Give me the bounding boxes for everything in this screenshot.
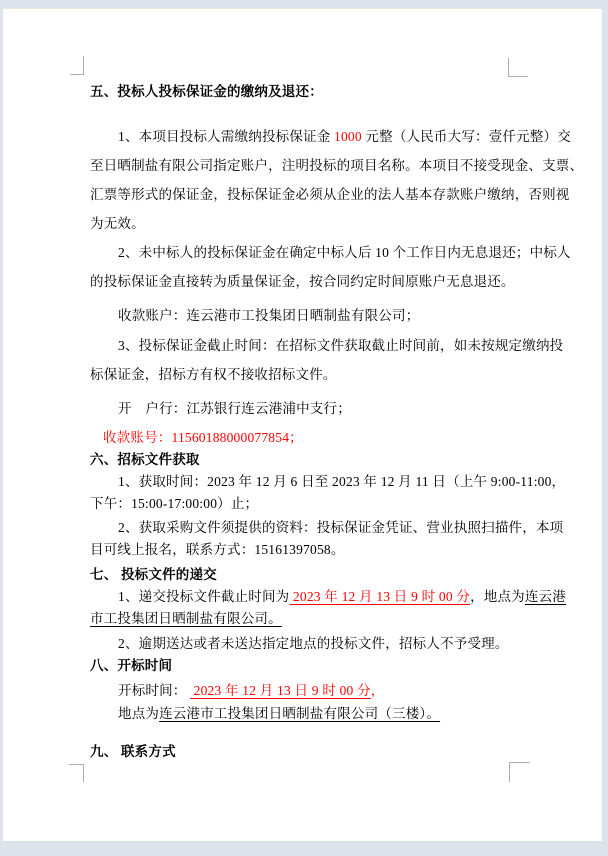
s7-p1-l2-segment: 市工投集团日晒制盐有限公司。 [90, 611, 282, 626]
s9-heading [90, 744, 176, 760]
s7-p1-l1-segment: 1、递交投标文件截止时间为 [118, 589, 290, 604]
s5-payee-account-segment: 收款账户：连云港市工投集团日晒制盐有限公司； [118, 308, 420, 323]
s5-p3-l1 [118, 338, 563, 354]
s6-heading-segment: 六、招标文件获取 [90, 452, 200, 467]
s5-p1-l3 [90, 187, 570, 203]
s7-p1-l2 [90, 611, 282, 627]
s5-p1-l1 [118, 129, 571, 145]
s5-p1-l1-segment: 1、本项目投标人需缴纳投标保证金 [118, 129, 335, 144]
s5-p3-l2 [90, 367, 337, 383]
s7-heading [90, 567, 217, 583]
s8-time-segment: 开标时间： [118, 683, 191, 698]
s5-heading [90, 84, 323, 100]
s5-heading-segment: 五、投标人投标保证金的缴纳及退还： [90, 84, 323, 99]
s5-bank [118, 401, 351, 417]
s5-p2-l2-segment: 的投标保证金直接转为质量保证金，按合同约定时间原账户无息退还。 [90, 274, 515, 289]
s5-p1-l2 [90, 158, 583, 174]
s6-p2-l1-segment: 2、获取采购文件须提供的资料：投标保证金凭证、营业执照扫描件，本项 [118, 520, 564, 535]
s5-p1-l3-segment: 汇票等形式的保证金，投标保证金必须从企业的法人基本存款账户缴纳，否则视 [90, 187, 570, 202]
s7-p1-l1-segment: 连云港 [524, 589, 566, 604]
s5-p2-l2 [90, 274, 515, 290]
s5-p2-l1 [118, 245, 571, 261]
s6-p1-l1-segment: 1、获取时间：2023 年 12 月 6 日至 2023 年 12 月 11 日（上午 9:00-11:00， [118, 474, 566, 489]
s5-account-number [103, 430, 303, 446]
s7-p1-l1-segment: 2023 年 12 月 13 日 9 时 00 分 [289, 589, 471, 604]
s5-p1-l2-segment: 至日晒制盐有限公司指定账户，注明投标的项目名称。本项目不接受现金、支票、 [90, 158, 584, 173]
s5-p3-l2-segment: 标保证金，招标方有权不接收招标文件。 [90, 367, 337, 382]
s7-p1-l1 [118, 589, 566, 605]
s8-time [118, 683, 384, 699]
s8-heading-segment: 八、开标时间 [90, 658, 173, 673]
s7-p2-l1 [118, 636, 509, 652]
s7-p1-l1-segment: ，地点为 [470, 589, 525, 604]
s5-account-number-segment: 收款账号：11560188000077854； [103, 430, 303, 445]
s5-p2-l1-segment: 2、未中标人的投标保证金在确定中标人后 10 个工作日内无息退还；中标人 [118, 245, 571, 260]
s9-heading-segment: 九、 联系方式 [90, 744, 176, 759]
s5-p1-l1-segment: 元整（人民币大写：壹仟元整）交 [361, 129, 571, 144]
s5-p1-l4-segment: 为无效。 [90, 216, 145, 231]
s8-place [118, 706, 440, 722]
s5-bank-segment: 开 户行：江苏银行连云港浦中支行； [118, 401, 351, 416]
s8-heading [90, 658, 172, 674]
s5-p1-l4 [90, 216, 145, 232]
s7-heading-segment: 七、 投标文件的递交 [90, 567, 217, 582]
s8-time-segment: ， [370, 683, 385, 698]
s6-p1-l2-segment: 下午：15:00-17:00:00）止； [90, 496, 259, 511]
s6-p2-l2 [90, 542, 345, 558]
s5-p3-l1-segment: 3、投标保证金截止时间：在招标文件获取截止时间前，如未按规定缴纳投 [118, 338, 564, 353]
s6-p2-l1 [118, 520, 563, 536]
s6-p2-l2-segment: 目可线上报名，联系方式：15161397058。 [90, 542, 345, 557]
s8-place-segment: 连云港市工投集团日晒制盐有限公司（三楼）。 [159, 706, 441, 721]
s8-place-segment: 地点为 [118, 706, 160, 721]
s6-p1-l2 [90, 496, 258, 512]
s7-p2-l1-segment: 2、逾期送达或者未送达指定地点的投标文件，招标人不予受理。 [118, 636, 509, 651]
s5-payee-account [118, 308, 419, 324]
s5-p1-l1-segment: 1000 [334, 129, 362, 144]
s8-time-segment: 2023 年 12 月 13 日 9 时 00 分 [190, 683, 371, 698]
s6-p1-l1 [118, 474, 565, 490]
s6-heading [90, 452, 200, 468]
